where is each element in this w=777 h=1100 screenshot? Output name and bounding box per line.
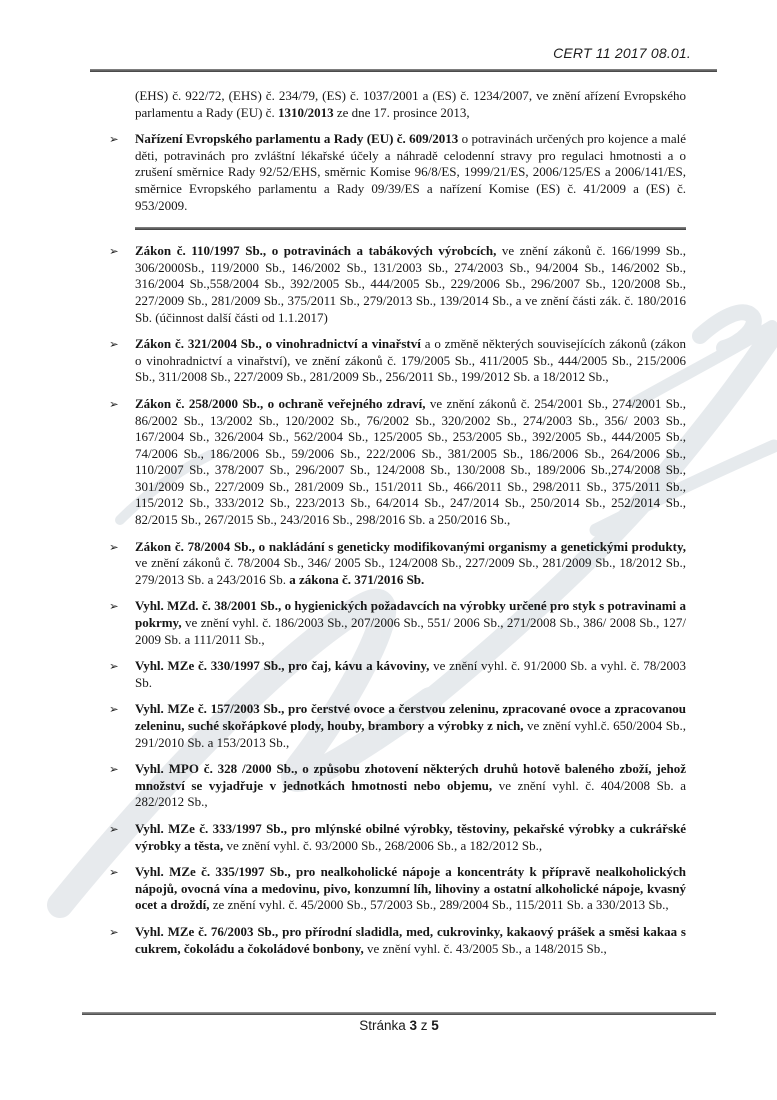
list-item xyxy=(109,923,686,957)
regulation-text: Vyhl. MZe č. 333/1997 Sb., pro mlýnské obilné výrobky, těstoviny, pekařské výrobky a cukrářské výrobky a těsta, ve znění vyhl. č. 93/2000 Sb., 268/2006 Sb., a 182/2012 Sb., xyxy=(135,820,686,853)
arrow-bullet-icon: ➢ xyxy=(109,132,119,147)
header-doc-code: CERT 11 2017 08.01. xyxy=(553,45,691,61)
arrow-bullet-icon: ➢ xyxy=(109,337,119,352)
regulation-list xyxy=(109,243,686,957)
list-item xyxy=(109,538,686,589)
regulation-text: Zákon č. 78/2004 Sb., o nakládání s geneticky modifikovanými organismy a genetickými produkty, ve znění zákonů č. 78/2004 Sb., 346/ 2005 Sb., 124/2008 Sb., 227/2009 Sb., 281/2009 Sb., 18/2012 Sb., 279/2013 Sb. a 243/2016 Sb. a zákona č. 371/2016 Sb. xyxy=(135,538,686,587)
list-item xyxy=(109,701,686,751)
list-item xyxy=(109,336,686,386)
regulation-text: Vyhl. MZe č. 76/2003 Sb., pro přírodní sladidla, med, cukrovinky, kakaový prášek a směsi kakaa s cukrem, čokoládu a čokoládové bonbony, ve znění vyhl. č. 43/2005 Sb., a 148/2015 Sb., xyxy=(135,923,686,956)
list-item xyxy=(109,131,686,214)
section-divider xyxy=(135,227,686,230)
header-rule xyxy=(90,69,717,72)
regulation-text: Vyhl. MZe č. 335/1997 Sb., pro nealkoholické nápoje a koncentráty k přípravě nealkoholických nápojů, ovocná vína a medovinu, pivo, konzumní líh, lihoviny a ostatní alkoholické nápoje, kvasný ocet a droždí, ze znění vyhl. č. 45/2000 Sb., 57/2003 Sb., 289/2004 Sb., 115/2011 Sb. a 330/2013 Sb., xyxy=(135,864,686,913)
regulation-text: Zákon č. 110/1997 Sb., o potravinách a tabákových výrobcích, ve znění zákonů č. 166/1999 Sb., 306/2000Sb., 119/2000 Sb., 146/2002 Sb., 131/2003 Sb., 274/2003 Sb., 94/2004 Sb., 146/2002 Sb., 316/2004 Sb.,558/2004 Sb., 392/2005 Sb., 444/2005 Sb., 229/2006 Sb., 296/2007 Sb., 120/2008 Sb., 227/2009 Sb., 281/2009 Sb., 375/2011 Sb., 279/2013 Sb., 139/2014 Sb., a ve znění části zák. č. 180/2016 Sb. (účinnost další části od 1.1.2017) xyxy=(135,243,686,325)
regulation-text: Vyhl. MPO č. 328 /2000 Sb., o způsobu zhotovení některých druhů hotově baleného zboží, jehož množství se vyjadřuje v jednotkách hmotnosti nebo objemu, ve znění vyhl. č. 404/2008 Sb. a 282/2012 Sb., xyxy=(135,761,686,810)
regulation-text: Vyhl. MZe č. 330/1997 Sb., pro čaj, kávu a kávoviny, ve znění vyhl. č. 91/2000 Sb. a vyhl. č. 78/2003 Sb. xyxy=(135,658,686,690)
list-item xyxy=(109,598,686,648)
arrow-bullet-icon: ➢ xyxy=(109,659,119,674)
regulation-text: Vyhl. MZd. č. 38/2001 Sb., o hygienických požadavcích na výrobky určené pro styk s potravinami a pokrmy, ve znění vyhl. č. 186/2003 Sb., 207/2006 Sb., 551/ 2006 Sb., 271/2008 Sb., 386/ 2008 Sb., 127/ 2009 Sb. a 111/2011 Sb., xyxy=(135,598,686,647)
document-content xyxy=(109,88,686,967)
regulation-text: Vyhl. MZe č. 157/2003 Sb., pro čerstvé ovoce a čerstvou zeleninu, zpracované ovoce a zpracovanou zeleninu, suché skořápkové plody, houby, brambory a výrobky z nich, ve znění vyhl.č. 650/2004 Sb., 291/2010 Sb. a 153/2013 Sb., xyxy=(135,701,686,750)
arrow-bullet-icon: ➢ xyxy=(109,244,119,259)
regulation-text: Nařízení Evropského parlamentu a Rady (EU) č. 609/2013 o potravinách určených pro kojence a malé děti, potravinách pro zvláštní lékařské účely a náhradě celodenní stravy pro regulaci hmotnosti a o zrušení směrnice Rady 92/52/EHS, směrnic Komise 96/8/ES, 1999/21/ES, 2006/125/ES a 2006/141/ES, směrnice Evropského parlamentu a Rady 09/39/ES a nařízení Komise (ES) č. 41/2009 a (ES) č. 953/2009. xyxy=(135,131,686,213)
list-item xyxy=(109,395,686,529)
arrow-bullet-icon: ➢ xyxy=(109,599,119,614)
arrow-bullet-icon: ➢ xyxy=(109,762,119,777)
arrow-bullet-icon: ➢ xyxy=(109,865,119,880)
list-item xyxy=(109,658,686,691)
regulation-text: Zákon č. 321/2004 Sb., o vinohradnictví a vinařství a o změně některých souvisejících zákonů (zákon o vinohradnictví a vinařství), ve znění zákonů č. 179/2005 Sb., 411/2005 Sb., 444/2005 Sb., 215/2006 Sb., 311/2008 Sb., 227/2009 Sb., 281/2009 Sb., 256/2011 Sb., 199/2012 Sb. a 18/2012 Sb., xyxy=(135,336,686,385)
list-item xyxy=(109,243,686,326)
arrow-bullet-icon: ➢ xyxy=(109,702,119,717)
arrow-bullet-icon: ➢ xyxy=(109,821,119,836)
list-item xyxy=(109,761,686,811)
footer-rule xyxy=(82,1012,716,1015)
regulation-text: Zákon č. 258/2000 Sb., o ochraně veřejného zdraví, ve znění zákonů č. 254/2001 Sb., 274/2001 Sb., 86/2002 Sb., 13/2002 Sb., 120/2002 Sb., 76/2002 Sb., 320/2002 Sb., 274/2003 Sb., 356/ 2003 Sb., 167/2004 Sb., 326/2004 Sb., 562/2004 Sb., 125/2005 Sb., 253/2005 Sb., 392/2005 Sb., 444/2005 Sb., 74/2006 Sb., 186/2006 Sb., 59/2006 Sb., 222/2006 Sb., 381/2005 Sb., 186/2006 Sb., 264/2006 Sb., 110/2007 Sb., 378/2007 Sb., 296/2007 Sb., 124/2008 Sb., 130/2008 Sb., 189/2006 Sb.,274/2008 Sb., 301/2009 Sb., 227/2009 Sb., 281/2009 Sb., 151/2011 Sb., 466/2011 Sb., 298/2011 Sb., 375/2011 Sb., 115/2012 Sb., 333/2012 Sb., 223/2013 Sb., 64/2014 Sb., 247/2014 Sb., 250/2014 Sb., 252/2014 Sb., 82/2015 Sb., 267/2015 Sb., 243/2016 Sb., 298/2016 Sb. a 250/2016 Sb., xyxy=(135,395,686,528)
list-item xyxy=(109,820,686,854)
list-item xyxy=(109,864,686,914)
arrow-bullet-icon: ➢ xyxy=(109,539,119,554)
page-number: Stránka 3 z 5 xyxy=(359,1018,439,1033)
continuation-paragraph: (EHS) č. 922/72, (EHS) č. 234/79, (ES) č. 1037/2001 a (ES) č. 1234/2007, ve znění ařízení Evropského parlamentu a Rady (EU) č. 1310/2013 ze dne 17. prosince 2013, xyxy=(135,88,686,120)
arrow-bullet-icon: ➢ xyxy=(109,396,119,411)
arrow-bullet-icon: ➢ xyxy=(109,924,119,939)
